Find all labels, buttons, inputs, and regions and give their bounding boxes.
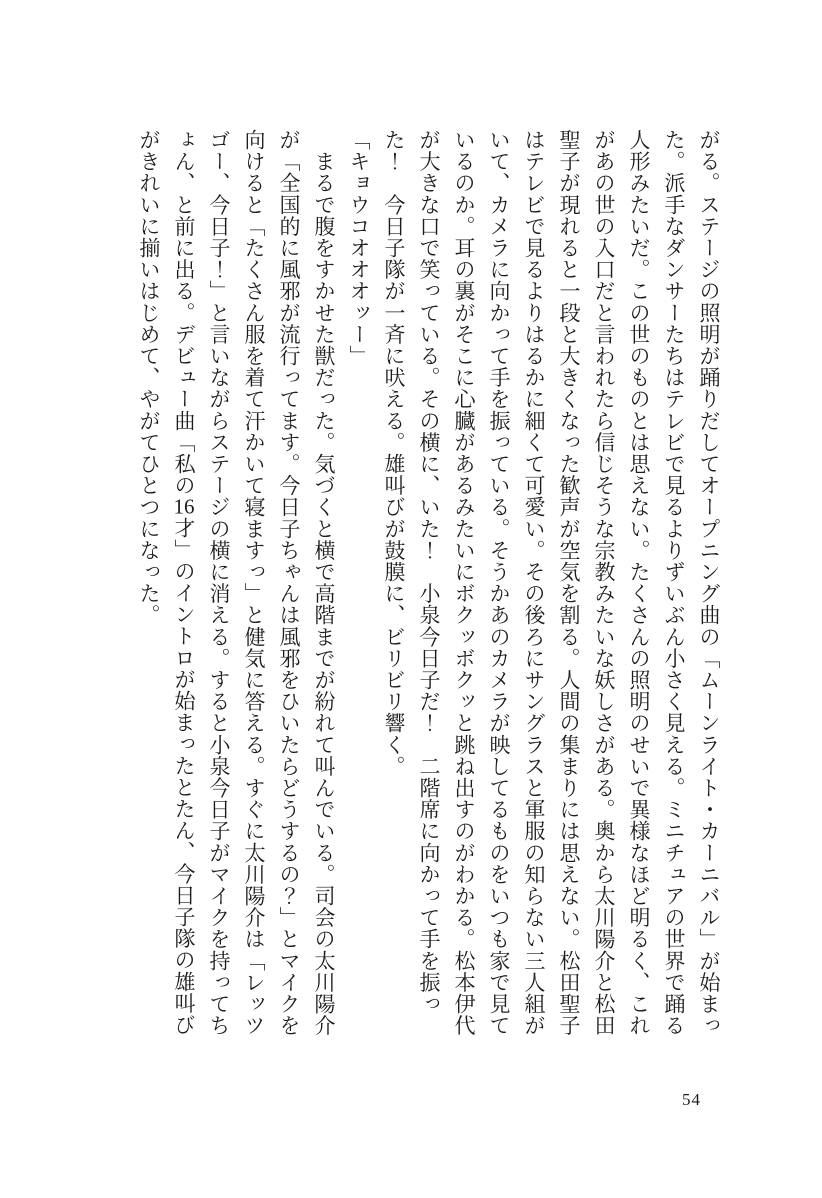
text-line: が「全国的に風邪が流行ってます。今日子ちゃんは風邪をひいたらどうするの？」とマイクを [277,129,301,1037]
text-line: はテレビで見るよりはるかに細くて可愛い。その後ろにサングラスと軍服の知らない三人組が [522,129,546,1037]
text-line: 人形みたいだ。この世のものとは思えない。たくさんの照明のせいで異様なほど明るく、これ [627,129,651,1037]
text-line: た！ 今日子隊が一斉に吠える。雄叫びが鼓膜に、ビリビリ響く。 [382,129,406,777]
text-line: がる。ステージの照明が踊りだしてオープニング曲の「ムーンライト・カーニバル」が始まっ [697,129,721,1037]
text-line: ょん、と前に出る。デビュー曲「私の16才」のイントロが始まったとたん、今日子隊の雄叫び [172,129,196,1036]
text-line: 聖子が現れると一段と大きくなった歓声が空気を割る。人間の集まりには思えない。松田聖子 [557,129,581,1037]
text-line: があの世の入口だと言われたら信じそうな宗教みたいな妖しさがある。奥から太川陽介と松田 [592,129,616,1037]
text-line: ゴー、今日子！」と言いながらステージの横に消える。すると小泉今日子がマイクを持ってち [207,129,231,1037]
tatechuyoko-number: 16 [173,496,195,518]
text-line: 「キョウコオオオッー」 [347,129,371,367]
text-line: いるのか。耳の裏がそこに心臓があるみたいにボクッボクッと跳ね出すのがわかる。松本伊代 [452,129,476,1037]
text-line: が大きな口で笑っている。その横に、いた！ 小泉今日子だ！ 二階席に向かって手を振っ [417,129,441,1015]
text-line: いて、カメラに向かって手を振っている。そうかあのカメラが映してるものをいつも家で見て [487,129,511,1037]
text-line: まるで腹をすかせた獣だった。気づくと横で高階までが紛れて叫んでいる。司会の太川陽介 [312,129,336,1037]
text-line: た。派手なダンサーたちはテレビで見るよりずいぶん小さく見える。ミニチュアの世界で踊る [662,129,686,1037]
text-line: 向けると「たくさん服を着て汗かいて寝ますっ」と健気に答える。すぐに太川陽介は「レッツ [242,129,266,1037]
text-line: がきれいに揃いはじめて、やがてひとつになった。 [137,129,161,626]
page-number: 54 [682,1090,701,1109]
body-text [131,129,726,1037]
